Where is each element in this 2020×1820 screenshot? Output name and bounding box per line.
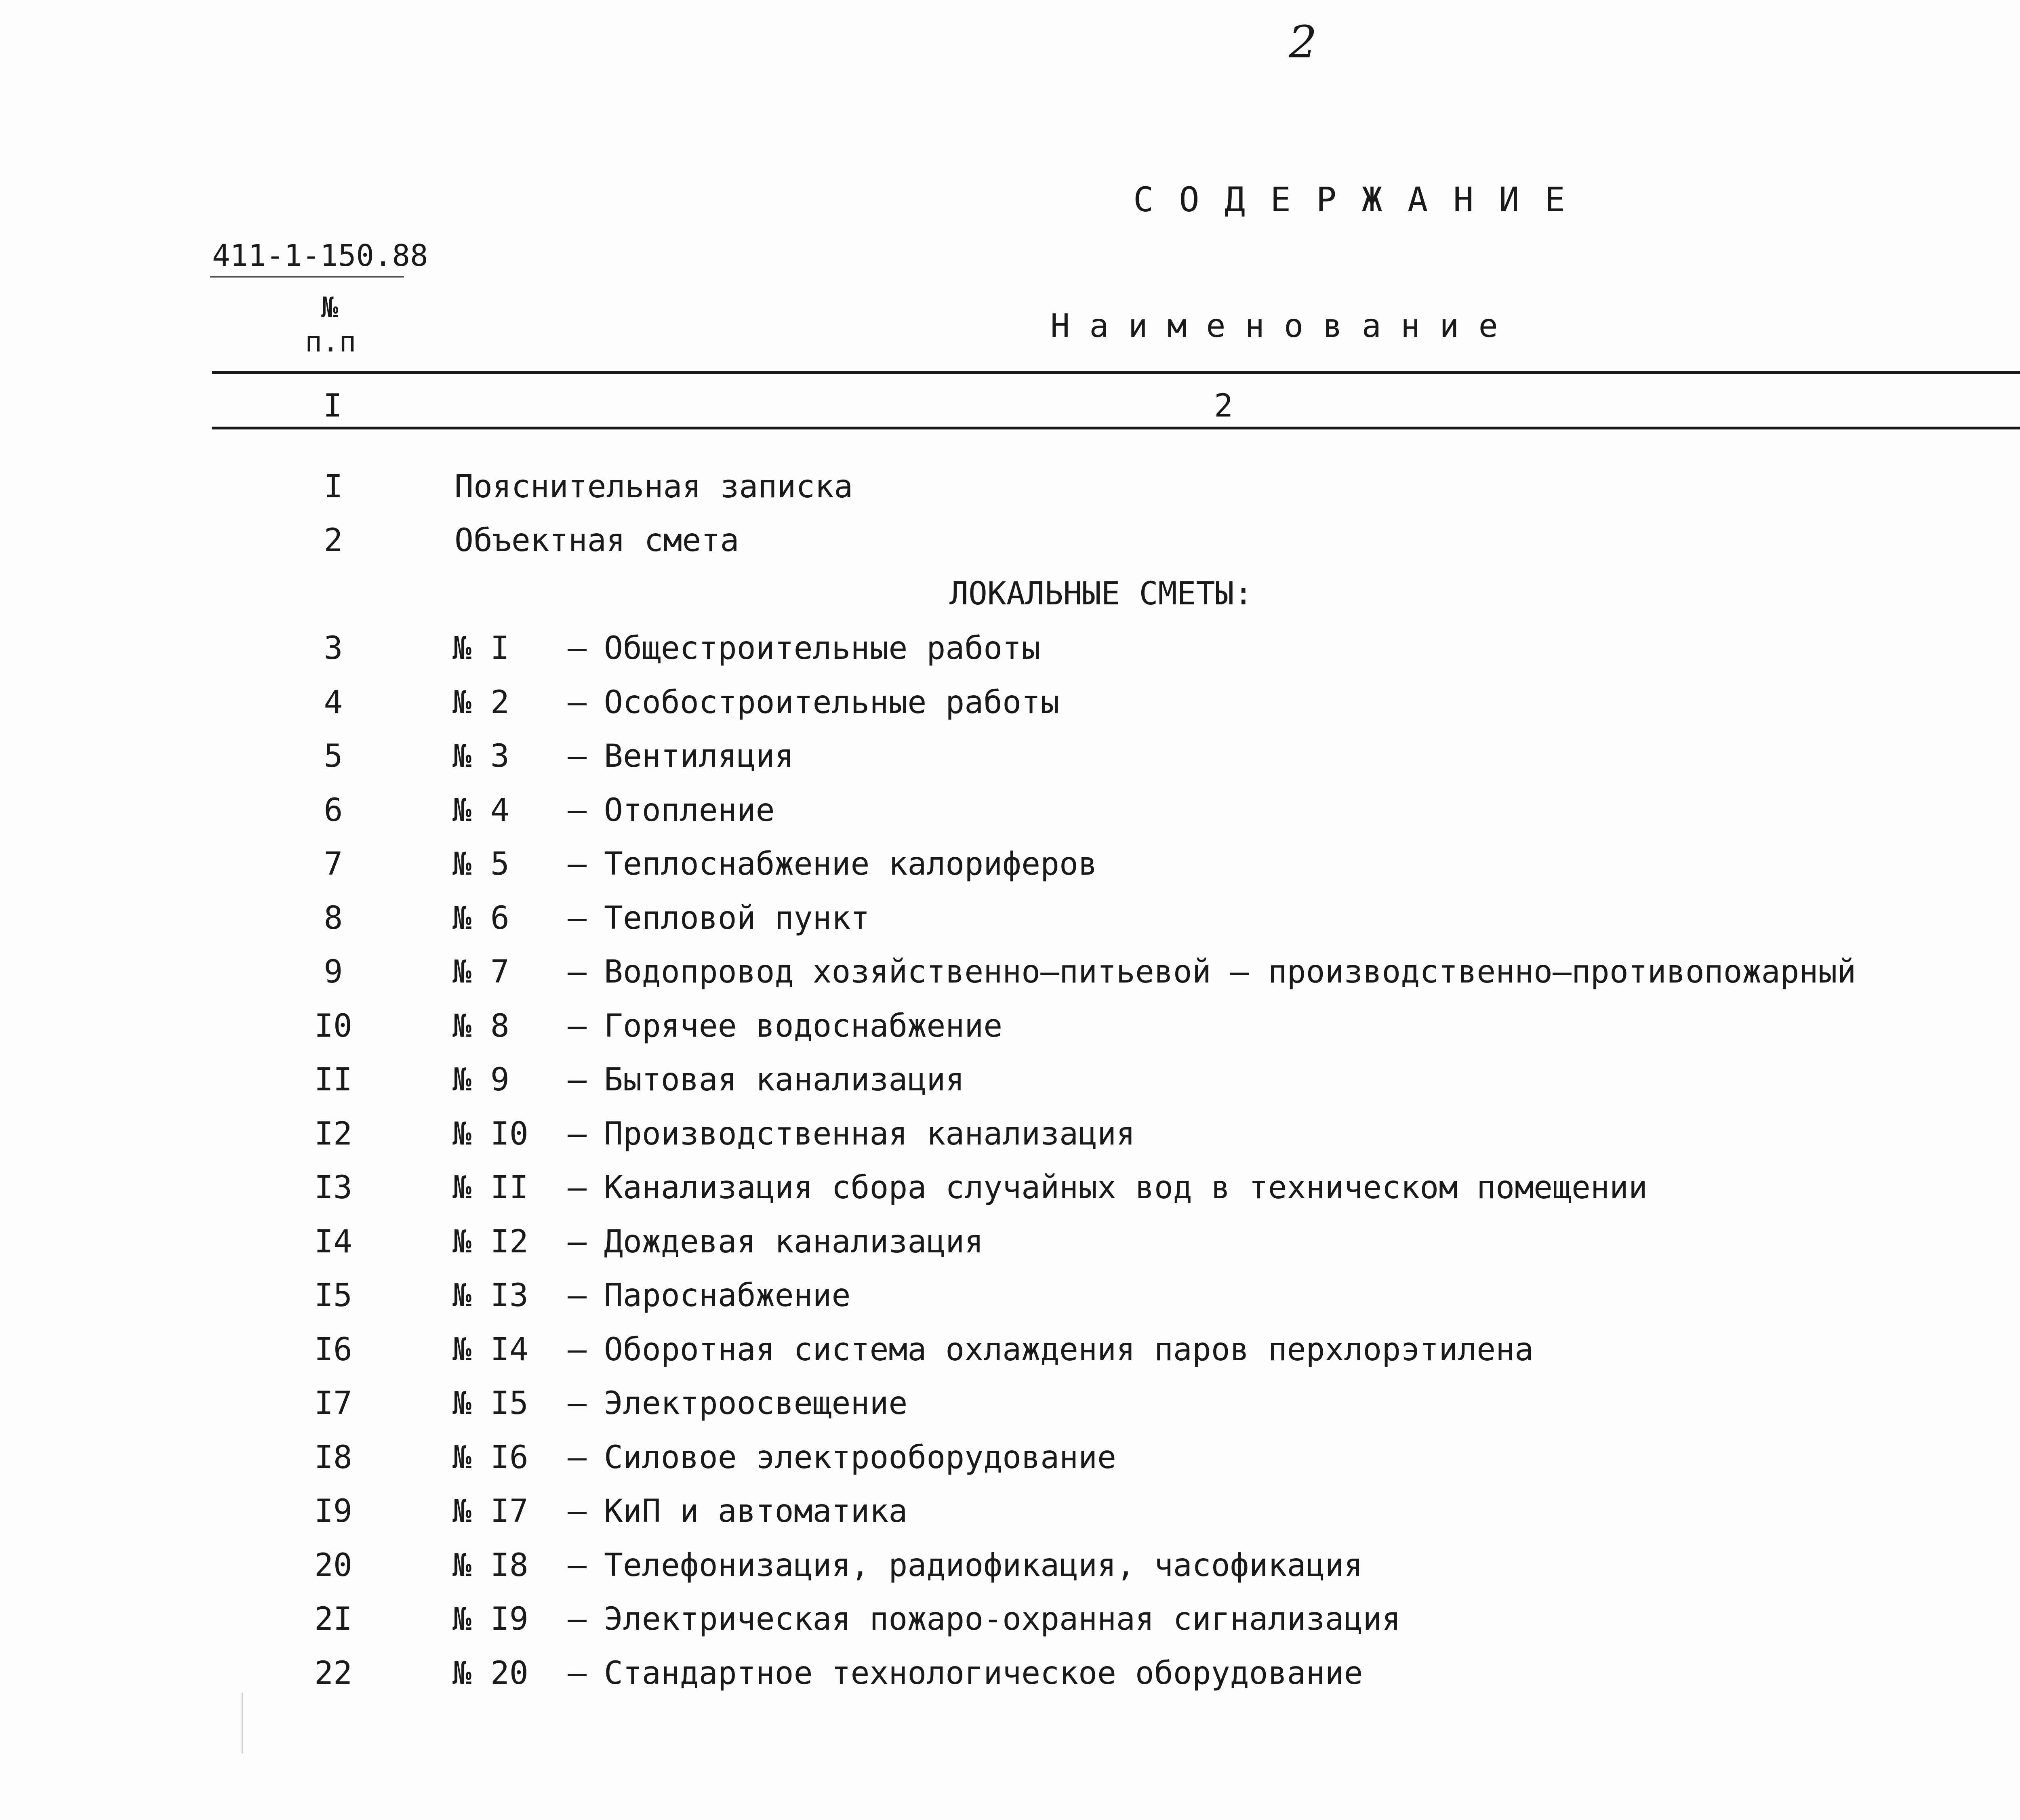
row-number: 3 — [324, 630, 343, 667]
row-name: Оборотная система охлаждения паров перхлорэтилена — [604, 1332, 1534, 1368]
column-number-bottom-rule — [212, 427, 2020, 429]
estimate-number: № 8 — [452, 1008, 509, 1044]
row-dash: – — [568, 1439, 587, 1476]
row-dash: – — [568, 1116, 587, 1152]
row-name: Электрическая пожаро-охранная сигнализация — [604, 1601, 1401, 1637]
row-number: I6 — [314, 1332, 352, 1368]
row-dash: – — [568, 900, 587, 936]
row-name: Отопление — [604, 792, 775, 829]
row-name: Общестроительные работы — [604, 630, 1041, 667]
estimate-number: № 5 — [452, 846, 509, 882]
page-title: С О Д Е Р Ж А Н И Е — [1133, 180, 1568, 219]
row-dash: – — [568, 1224, 587, 1260]
row-name: Пароснабжение — [604, 1277, 851, 1314]
row-number: 22 — [314, 1655, 352, 1692]
estimate-number: № I3 — [452, 1277, 528, 1314]
row-number: 20 — [314, 1547, 352, 1584]
margin-mark — [242, 1693, 243, 1753]
row-number: I8 — [314, 1439, 352, 1476]
row-dash: – — [568, 1385, 587, 1422]
row-number: 9 — [324, 954, 343, 990]
row-name: Бытовая канализация — [604, 1062, 965, 1098]
row-dash: – — [568, 954, 587, 990]
section-heading: ЛОКАЛЬНЫЕ СМЕТЫ: — [949, 576, 1253, 612]
row-dash: – — [568, 630, 587, 667]
row-dash: – — [568, 1062, 587, 1098]
estimate-number: № I6 — [452, 1439, 528, 1476]
row-name: Объектная смета — [455, 522, 739, 559]
estimate-number: № I4 — [452, 1332, 528, 1368]
row-number: II — [314, 1062, 352, 1098]
row-dash: – — [568, 738, 587, 774]
estimate-number: № I5 — [452, 1385, 528, 1422]
header-bottom-rule — [212, 371, 2020, 374]
row-number: I2 — [314, 1116, 352, 1152]
row-dash: – — [568, 792, 587, 829]
document-code: 411-1-150.88 — [212, 238, 428, 273]
row-name: КиП и автоматика — [604, 1493, 908, 1530]
estimate-number: № II — [452, 1170, 528, 1206]
estimate-number: № 7 — [452, 954, 509, 990]
row-dash: – — [568, 1008, 587, 1044]
row-dash: – — [568, 684, 587, 721]
row-name: Вентиляция — [604, 738, 794, 774]
row-dash: – — [568, 1601, 587, 1637]
row-name: Теплоснабжение калориферов — [604, 846, 1097, 882]
estimate-number: № I7 — [452, 1493, 528, 1530]
row-number: I0 — [314, 1008, 352, 1044]
header-num-symbol: № — [321, 291, 339, 324]
row-dash: – — [568, 1655, 587, 1692]
row-name: Электроосвещение — [604, 1385, 908, 1422]
estimate-number: № 2 — [452, 684, 509, 721]
row-number: I3 — [314, 1170, 352, 1206]
row-dash: – — [568, 1277, 587, 1314]
row-name: Водопровод хозяйственно–питьевой – производственно–противопожарный — [604, 954, 1856, 990]
page-number: 2 — [1289, 16, 1317, 68]
header-name-label: Н а и м е н о в а н и е — [1050, 307, 1498, 345]
row-number: I — [324, 469, 343, 505]
estimate-number: № I8 — [452, 1547, 528, 1584]
estimate-number: № I9 — [452, 1601, 528, 1637]
column-number-1: I — [323, 388, 342, 424]
estimate-number: № I0 — [452, 1116, 528, 1152]
row-number: I9 — [314, 1493, 352, 1530]
estimate-number: № I — [452, 630, 509, 667]
row-dash: – — [568, 1547, 587, 1584]
row-number: 6 — [324, 792, 343, 829]
row-number: 4 — [324, 684, 343, 721]
row-number: 8 — [324, 900, 343, 936]
row-dash: – — [568, 1170, 587, 1206]
estimate-number: № 3 — [452, 738, 509, 774]
estimate-number: № 4 — [452, 792, 509, 829]
row-dash: – — [568, 1493, 587, 1530]
row-name: Стандартное технологическое оборудование — [604, 1655, 1363, 1692]
row-name: Телефонизация, радиофикация, часофикация — [604, 1547, 1363, 1584]
estimate-number: № 6 — [452, 900, 509, 936]
row-name: Канализация сбора случайных вод в техническом помещении — [604, 1170, 1648, 1206]
row-name: Дождевая канализация — [604, 1224, 984, 1260]
estimate-number: № I2 — [452, 1224, 528, 1260]
row-name: Горячее водоснабжение — [604, 1008, 1003, 1044]
row-name: Особостроительные работы — [604, 684, 1060, 721]
estimate-number: № 9 — [452, 1062, 509, 1098]
row-number: 2 — [324, 522, 343, 559]
row-name: Пояснительная записка — [455, 469, 853, 505]
doc-code-underline — [210, 276, 404, 278]
row-number: 7 — [324, 846, 343, 882]
row-dash: – — [568, 846, 587, 882]
row-number: I4 — [314, 1224, 352, 1260]
row-dash: – — [568, 1332, 587, 1368]
row-number: I5 — [314, 1277, 352, 1314]
row-name: Тепловой пункт — [604, 900, 870, 936]
header-num-label: п.п — [305, 325, 356, 358]
row-number: I7 — [314, 1385, 352, 1422]
column-number-2: 2 — [1214, 388, 1233, 424]
row-number: 2I — [314, 1601, 352, 1637]
estimate-number: № 20 — [452, 1655, 528, 1692]
row-name: Силовое электрооборудование — [604, 1439, 1116, 1476]
row-name: Производственная канализация — [604, 1116, 1135, 1152]
row-number: 5 — [324, 738, 343, 774]
